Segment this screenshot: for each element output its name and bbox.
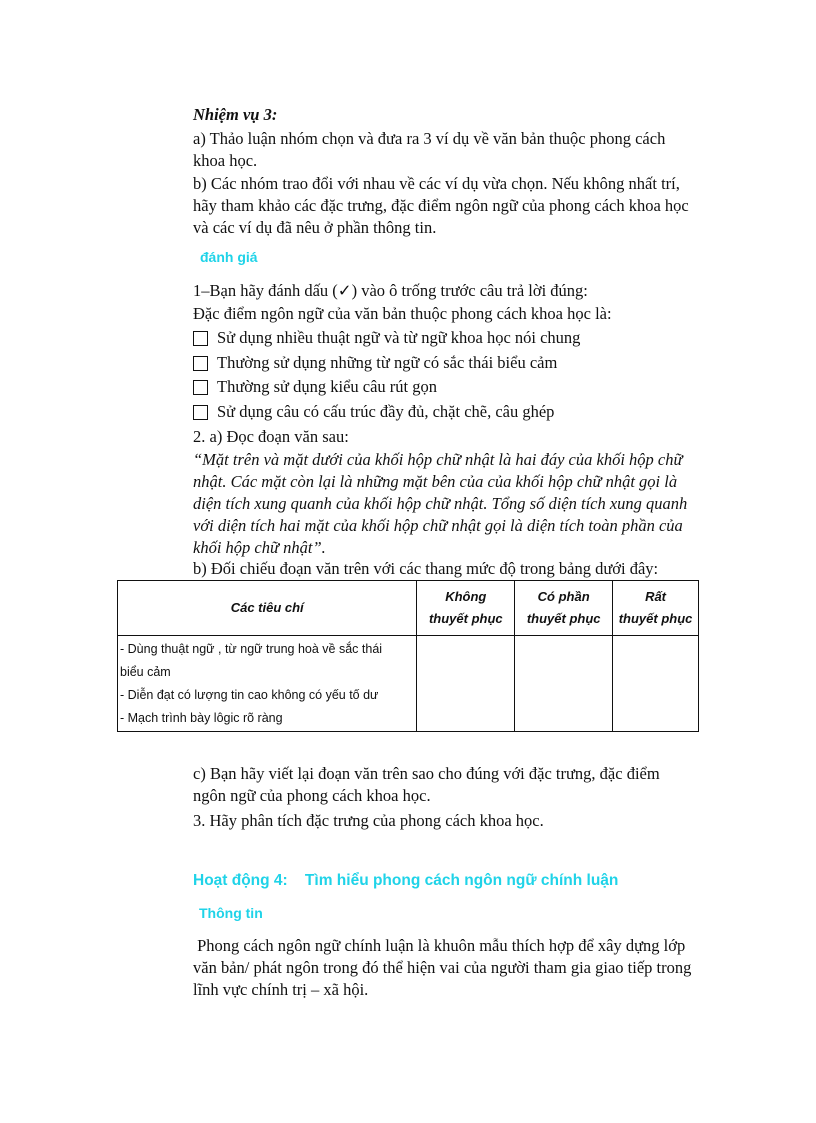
checkbox[interactable] bbox=[193, 356, 208, 371]
task3-title: Nhiệm vụ 3: bbox=[193, 105, 278, 124]
header-not-convincing bbox=[417, 581, 515, 636]
table-header-row bbox=[118, 581, 699, 636]
activity4-heading: Hoạt động 4: Tìm hiểu phong cách ngôn ngữ chính luận bbox=[193, 872, 619, 889]
checkbox[interactable] bbox=[193, 331, 208, 346]
activity4-para-line3: lĩnh vực chính trị – xã hội. bbox=[193, 980, 369, 999]
criteria-table bbox=[117, 580, 699, 732]
q1-prompt: 1–Bạn hãy đánh dấu (✓) vào ô trống trước câu trả lời đúng: bbox=[193, 281, 588, 300]
rating-cell-not-convincing[interactable] bbox=[417, 636, 515, 732]
rating-cell-somewhat-convincing[interactable] bbox=[515, 636, 613, 732]
task3-a-line2: khoa học. bbox=[193, 151, 258, 170]
activity4-subheading: Thông tin bbox=[199, 905, 263, 921]
header-criteria bbox=[118, 581, 417, 636]
option-label: Thường sử dụng những từ ngữ có sắc thái biểu cảm bbox=[217, 353, 558, 372]
q2c-line1: c) Bạn hãy viết lại đoạn văn trên sao cho đúng với đặc trưng, đặc điểm bbox=[193, 764, 660, 783]
criteria-line: - Dùng thuật ngữ , từ ngữ trung hoà về sắc thái bbox=[120, 641, 383, 656]
task3-b-line1: b) Các nhóm trao đổi với nhau về các ví dụ vừa chọn. Nếu không nhất trí, bbox=[193, 174, 680, 193]
table-row bbox=[118, 636, 699, 732]
q2c-line2: ngôn ngữ của phong cách khoa học. bbox=[193, 786, 431, 805]
rating-cell-very-convincing[interactable] bbox=[613, 636, 699, 732]
q1-stem: Đặc điểm ngôn ngữ của văn bản thuộc phong cách khoa học là: bbox=[193, 304, 612, 323]
task3-b-line2: hãy tham khảo các đặc trưng, đặc điểm ngôn ngữ của phong cách khoa học bbox=[193, 196, 689, 215]
option-label: Sử dụng câu có cấu trúc đầy đủ, chặt chẽ, câu ghép bbox=[217, 402, 555, 421]
q2b-text: b) Đối chiếu đoạn văn trên với các thang mức độ trong bảng dưới đây: bbox=[193, 559, 659, 578]
option-row[interactable] bbox=[193, 352, 557, 374]
option-row[interactable] bbox=[193, 327, 580, 349]
criteria-cell bbox=[118, 636, 417, 732]
header-criteria-label: Các tiêu chí bbox=[230, 600, 304, 615]
task3-b-line3: và các ví dụ đã nêu ở phần thông tin. bbox=[193, 218, 437, 237]
checkbox[interactable] bbox=[193, 405, 208, 420]
q3-text: 3. Hãy phân tích đặc trưng của phong cách khoa học. bbox=[193, 811, 544, 830]
option-row[interactable] bbox=[193, 401, 554, 423]
header-col3-line2: thuyết phục bbox=[618, 611, 693, 626]
header-col1-line2: thuyết phục bbox=[428, 611, 503, 626]
header-col2-line1: Có phần bbox=[537, 589, 590, 604]
quote-line: “Mặt trên và mặt dưới của khối hộp chữ nhật là hai đáy của khối hộp chữ bbox=[193, 450, 683, 469]
option-label: Sử dụng nhiều thuật ngữ và từ ngữ khoa học nói chung bbox=[217, 328, 581, 347]
criteria-line: - Diễn đạt có lượng tin cao không có yếu tố dư bbox=[120, 687, 379, 702]
criteria-line: - Mạch trình bày lôgic rõ ràng bbox=[120, 710, 283, 725]
q2a-text: 2. a) Đọc đoạn văn sau: bbox=[193, 427, 349, 446]
evaluation-heading: đánh giá bbox=[200, 249, 258, 265]
option-row[interactable] bbox=[193, 376, 437, 398]
header-col1-line1: Không bbox=[445, 589, 487, 604]
option-label: Thường sử dụng kiểu câu rút gọn bbox=[217, 377, 437, 396]
activity4-para-line1: Phong cách ngôn ngữ chính luận là khuôn mẫu thích hợp để xây dựng lớp bbox=[193, 936, 686, 955]
quote-line: với diện tích hai mặt của khối hộp chữ nhật gọi là diện tích toàn phần của bbox=[193, 516, 683, 535]
activity4-para-line2: văn bản/ phát ngôn trong đó thể hiện vai của người tham gia giao tiếp trong bbox=[193, 958, 692, 977]
quote-line: khối hộp chữ nhật”. bbox=[193, 538, 326, 557]
task3-a-line1: a) Thảo luận nhóm chọn và đưa ra 3 ví dụ về văn bản thuộc phong cách bbox=[193, 129, 666, 148]
quote-line: nhật. Các mặt còn lại là những mặt bên của của khối hộp chữ nhật gọi là bbox=[193, 472, 678, 491]
header-col2-line2: thuyết phục bbox=[526, 611, 601, 626]
criteria-line: biểu cảm bbox=[120, 664, 171, 679]
checkbox[interactable] bbox=[193, 380, 208, 395]
header-very-convincing bbox=[613, 581, 699, 636]
header-somewhat-convincing bbox=[515, 581, 613, 636]
quote-line: diện tích xung quanh của khối hộp chữ nhật. Tổng số diện tích xung quanh bbox=[193, 494, 688, 513]
header-col3-line1: Rất bbox=[645, 589, 667, 604]
